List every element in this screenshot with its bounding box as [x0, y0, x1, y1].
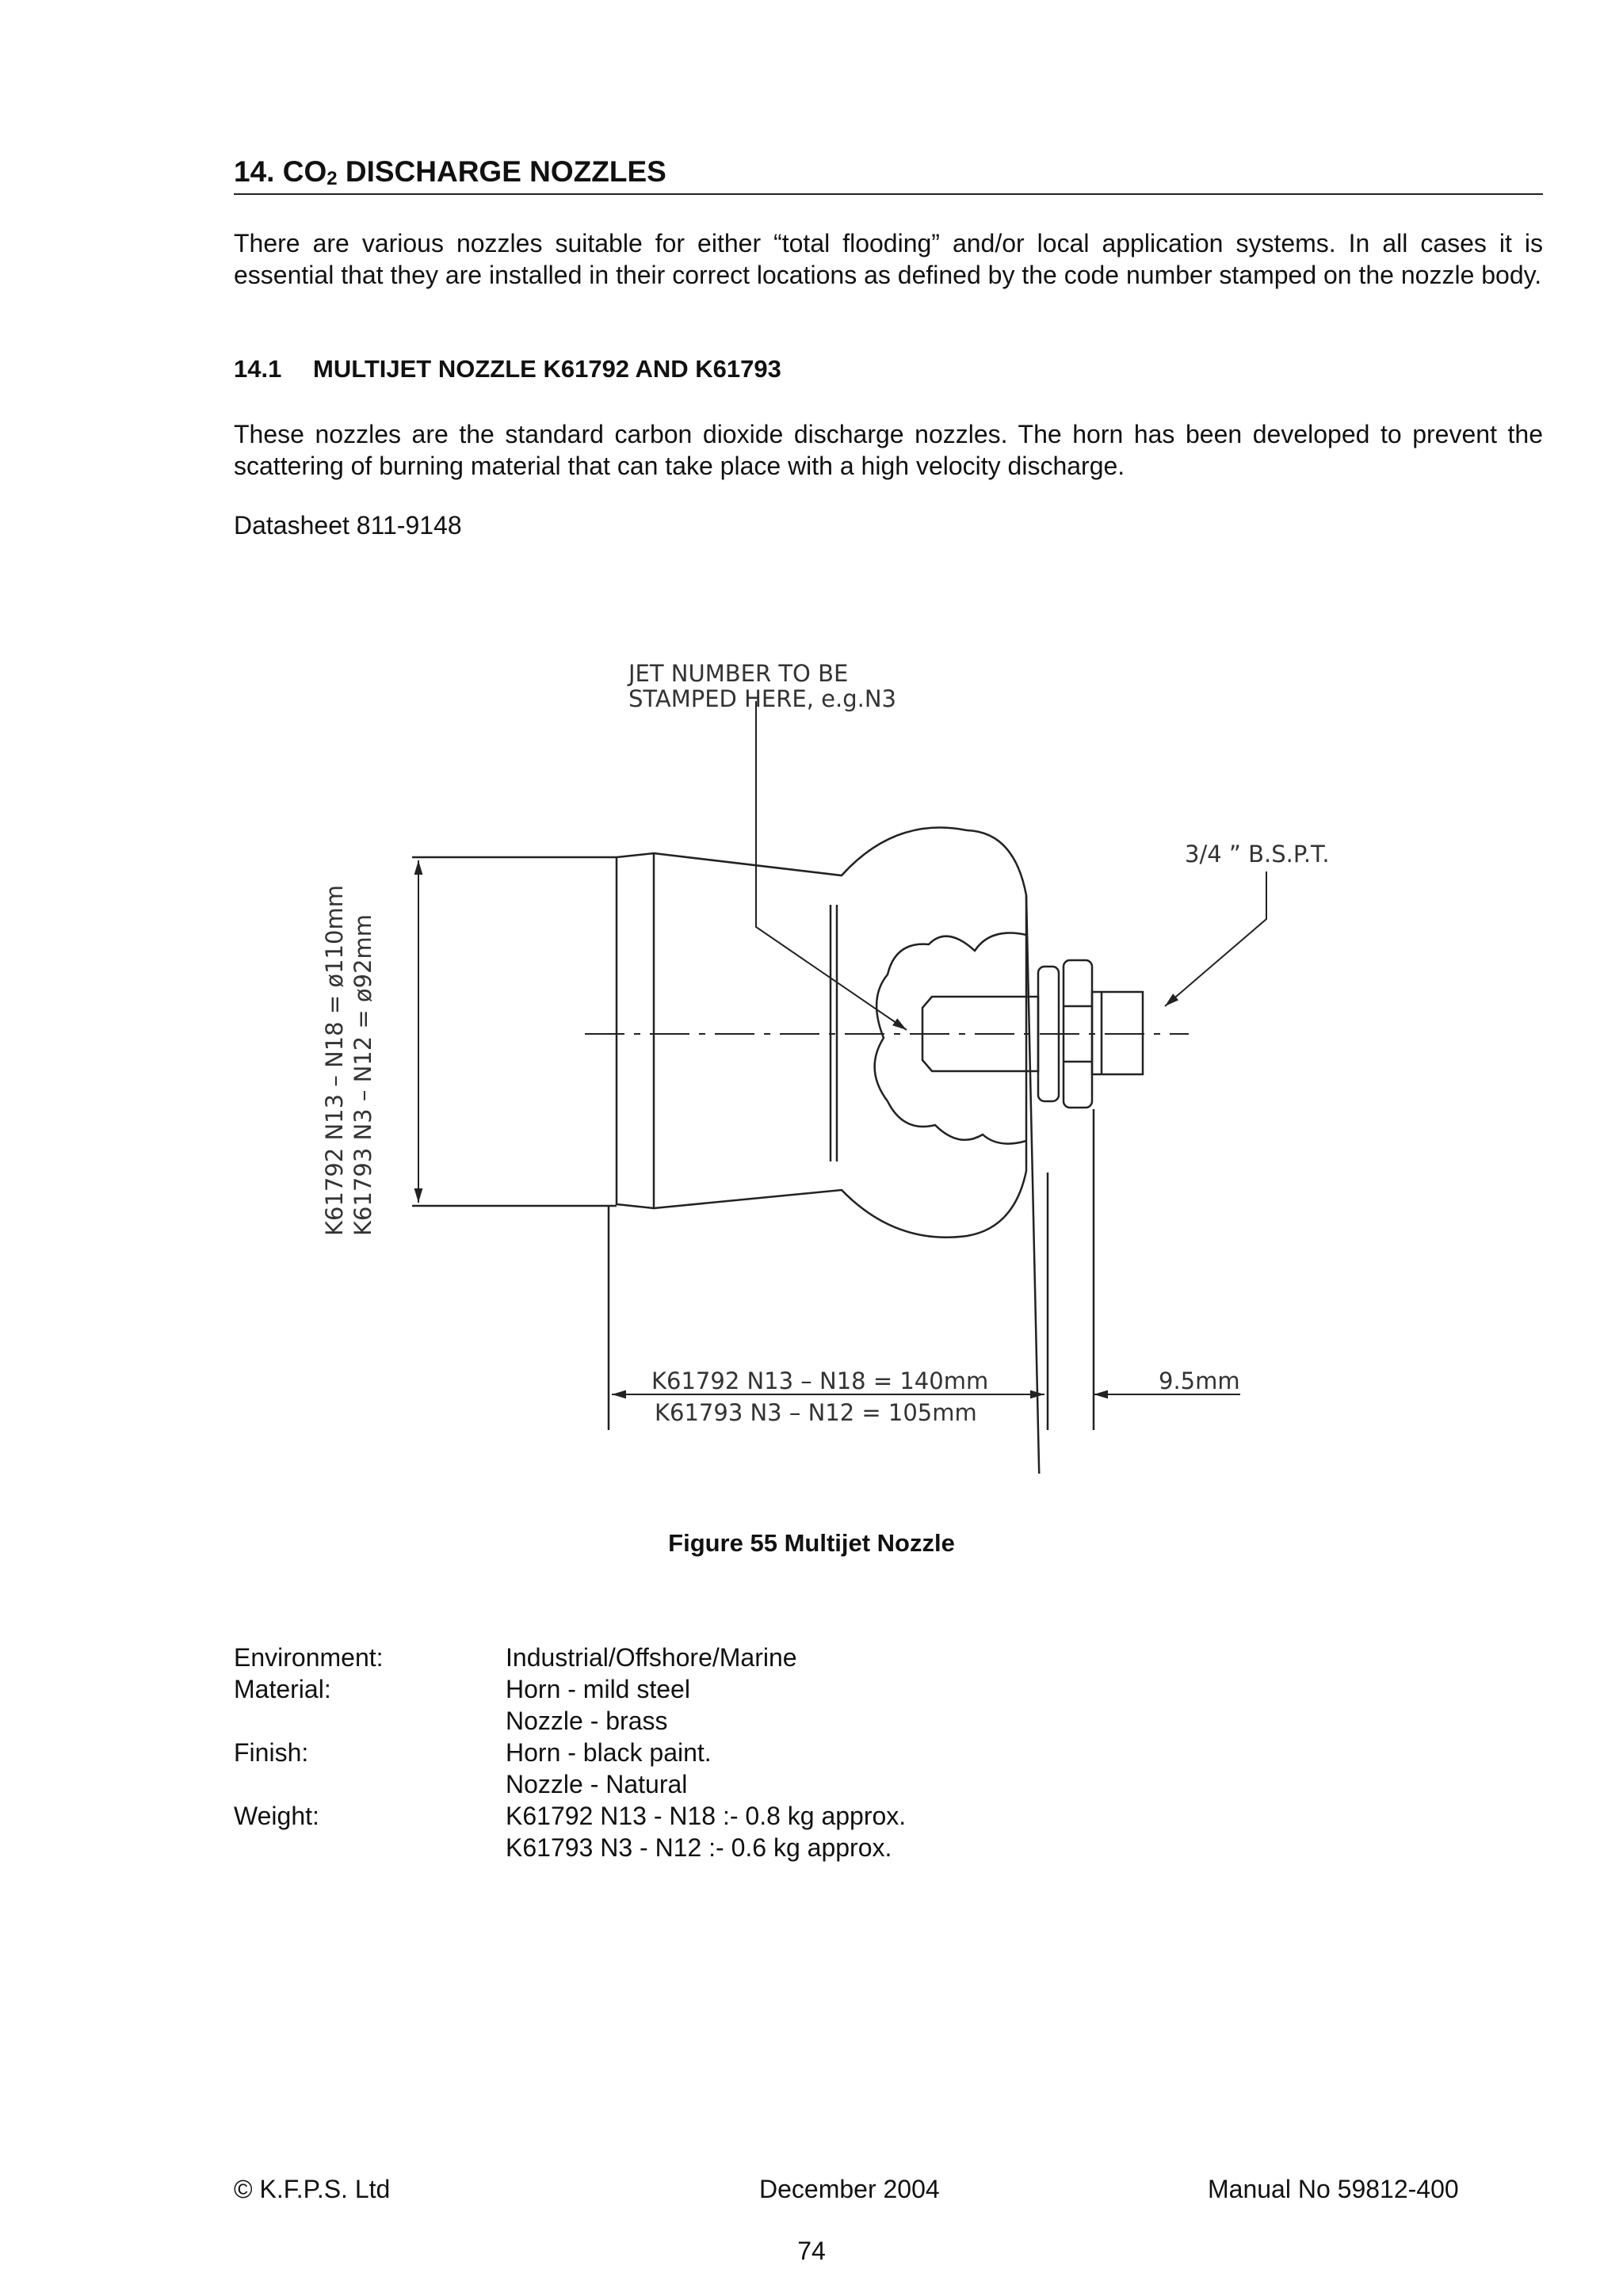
- length-label-2: K61793 N3 – N12 = 105mm: [655, 1399, 977, 1426]
- finish-value-1: Horn - black paint.: [506, 1738, 712, 1767]
- jet-note-line1: JET NUMBER TO BE: [628, 660, 849, 687]
- diameter-label-2: K61793 N3 – N12 = ø92mm: [349, 913, 376, 1236]
- spec-table: [234, 1642, 906, 1863]
- description-paragraph: These nozzles are the standard carbon dioxide discharge nozzles. The horn has been developed to prevent the scattering of burning material that can take place with a high velocity discharge.: [234, 420, 1543, 480]
- spec-row: [234, 1737, 906, 1768]
- spec-row: [234, 1832, 906, 1863]
- diameter-label-1: K61792 N13 – N18 = ø110mm: [321, 885, 348, 1236]
- heading-title: DISCHARGE NOZZLES: [345, 155, 666, 188]
- wall-label: 9.5mm: [1159, 1367, 1240, 1394]
- footer-manual: Manual No 59812-400: [1208, 2175, 1459, 2203]
- section-heading: [234, 155, 1543, 195]
- finish-value-2: Nozzle - Natural: [506, 1770, 688, 1798]
- heading-number: 14.: [234, 155, 275, 188]
- weight-label: Weight:: [234, 1802, 319, 1830]
- material-label: Material:: [234, 1675, 331, 1703]
- length-label-1: K61792 N13 – N18 = 140mm: [651, 1367, 989, 1394]
- footer-date: December 2004: [759, 2175, 940, 2203]
- subsection-heading: [234, 355, 781, 383]
- footer-copyright: © K.F.P.S. Ltd: [234, 2175, 391, 2203]
- subsection-title: MULTIJET NOZZLE K61792 AND K61793: [313, 355, 781, 383]
- material-value-2: Nozzle - brass: [506, 1707, 668, 1735]
- material-value-1: Horn - mild steel: [506, 1675, 690, 1703]
- environment-label: Environment:: [234, 1643, 384, 1672]
- heading-subscript: 2: [327, 168, 338, 189]
- spec-row: [234, 1800, 906, 1832]
- thread-label: 3/4 ” B.S.P.T.: [1185, 841, 1330, 868]
- heading-prefix: CO: [282, 155, 327, 188]
- environment-value: Industrial/Offshore/Marine: [506, 1643, 797, 1672]
- jet-note-line2: STAMPED HERE, e.g.N3: [628, 685, 896, 712]
- datasheet-reference: Datasheet 811-9148: [234, 511, 462, 540]
- thread-leader: [1165, 871, 1266, 1006]
- nozzle-drawing: [277, 602, 1514, 1474]
- finish-label: Finish:: [234, 1738, 309, 1767]
- spec-row: [234, 1705, 906, 1737]
- subsection-number: 14.1: [234, 355, 282, 383]
- weight-value-2: K61793 N3 - N12 :- 0.6 kg approx.: [506, 1833, 892, 1862]
- intro-paragraph: There are various nozzles suitable for either “total flooding” and/or local application systems. In all cases it is essential that they are installed in their correct locations as defined by the code number stamped on the nozzle body.: [234, 229, 1543, 289]
- spec-row: [234, 1768, 906, 1800]
- spec-row: [234, 1673, 906, 1705]
- figure-caption: Figure 55 Multijet Nozzle: [668, 1529, 955, 1557]
- spec-row: [234, 1642, 906, 1673]
- page-number: 74: [797, 2237, 826, 2265]
- weight-value-1: K61792 N13 - N18 :- 0.8 kg approx.: [506, 1802, 907, 1830]
